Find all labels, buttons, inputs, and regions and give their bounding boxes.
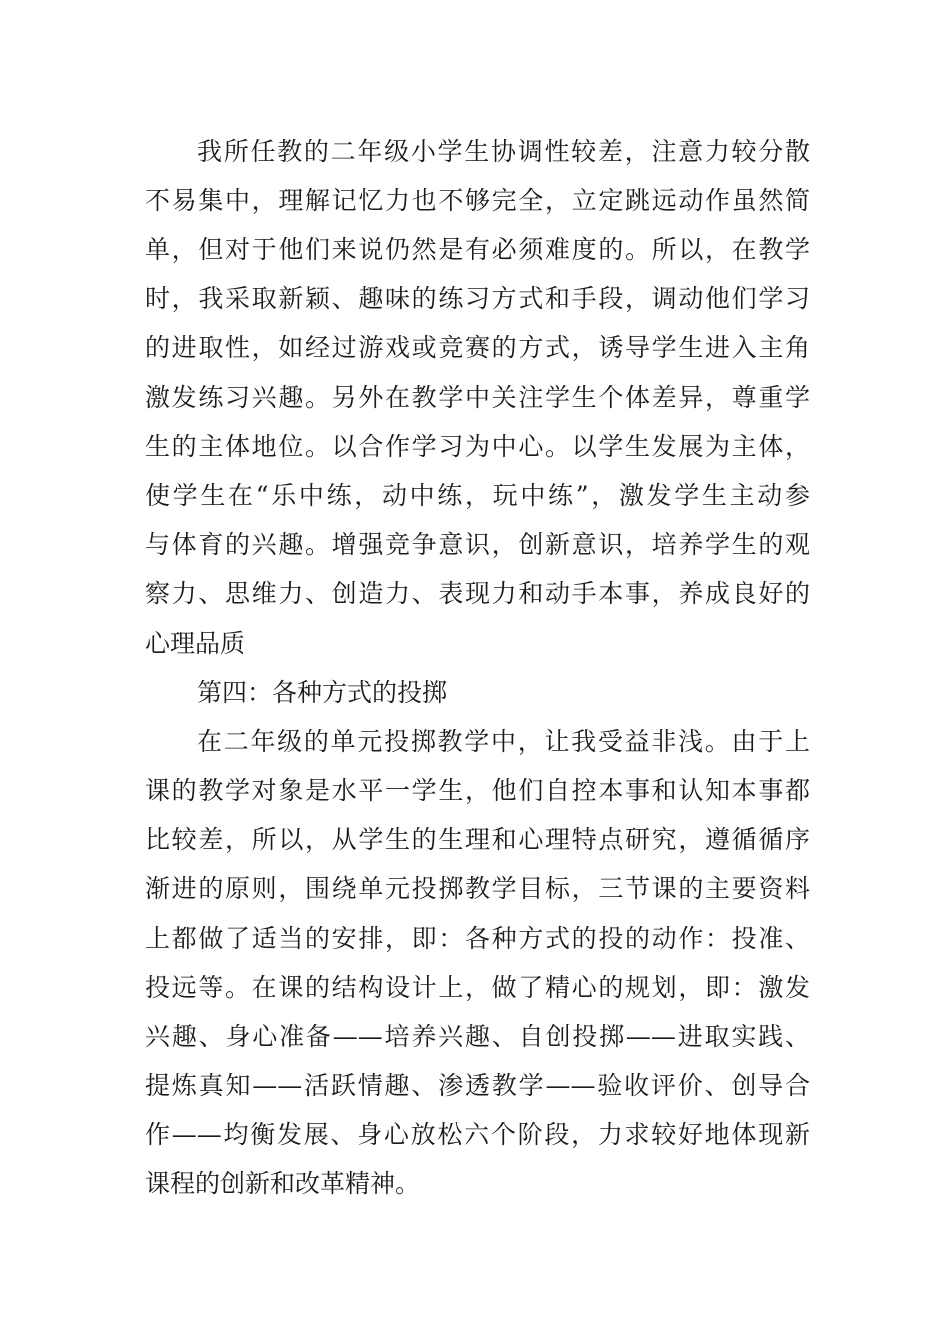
paragraph-1-line-7: 生的主体地位。以合作学习为中心。以学生发展为主体， <box>145 432 810 461</box>
paragraph-1-line-1: 我所任教的二年级小学生协调性较差，注意力较分散 <box>197 137 810 166</box>
paragraph-1-line-11: 心理品质 <box>145 629 246 658</box>
paragraph-1-line-6: 激发练习兴趣。另外在教学中关注学生个体差异，尊重学 <box>145 383 810 412</box>
paragraph-2-line-10: 课程的创新和改革精神。 <box>145 1169 421 1198</box>
paragraph-2-line-4: 渐进的原则，围绕单元投掷教学目标，三节课的主要资料 <box>145 874 810 903</box>
paragraph-2-line-6: 投远等。在课的结构设计上，做了精心的规划，即：激发 <box>145 973 810 1002</box>
paragraph-2-line-3: 比较差，所以，从学生的生理和心理特点研究，遵循循序 <box>145 825 810 854</box>
paragraph-1-line-5: 的进取性，如经过游戏或竞赛的方式，诱导学生进入主角 <box>145 333 810 362</box>
paragraph-1-line-4: 时，我采取新颖、趣味的练习方式和手段，调动他们学习 <box>145 284 810 313</box>
section-heading: 第四：各种方式的投掷 <box>197 678 448 707</box>
paragraph-1-line-2: 不易集中，理解记忆力也不够完全，立定跳远动作虽然简 <box>145 186 810 215</box>
paragraph-1-line-8: 使学生在“乐中练，动中练，玩中练”，激发学生主动参 <box>145 481 810 510</box>
paragraph-2-line-1: 在二年级的单元投掷教学中，让我受益非浅。由于上 <box>197 727 810 756</box>
paragraph-1-line-9: 与体育的兴趣。增强竞争意识，创新意识，培养学生的观 <box>145 530 810 559</box>
paragraph-2-line-9: 作——均衡发展、身心放松六个阶段，力求较好地体现新 <box>145 1120 810 1149</box>
paragraph-2-line-2: 课的教学对象是水平一学生，他们自控本事和认知本事都 <box>145 776 810 805</box>
paragraph-1-line-10: 察力、思维力、创造力、表现力和动手本事，养成良好的 <box>145 579 810 608</box>
paragraph-1-line-3: 单，但对于他们来说仍然是有必须难度的。所以，在教学 <box>145 235 810 264</box>
paragraph-2-line-8: 提炼真知——活跃情趣、渗透教学——验收评价、创导合 <box>145 1071 810 1100</box>
paragraph-2-line-5: 上都做了适当的安排，即：各种方式的投的动作：投准、 <box>145 924 810 953</box>
paragraph-2-line-7: 兴趣、身心准备——培养兴趣、自创投掷——进取实践、 <box>145 1022 810 1051</box>
